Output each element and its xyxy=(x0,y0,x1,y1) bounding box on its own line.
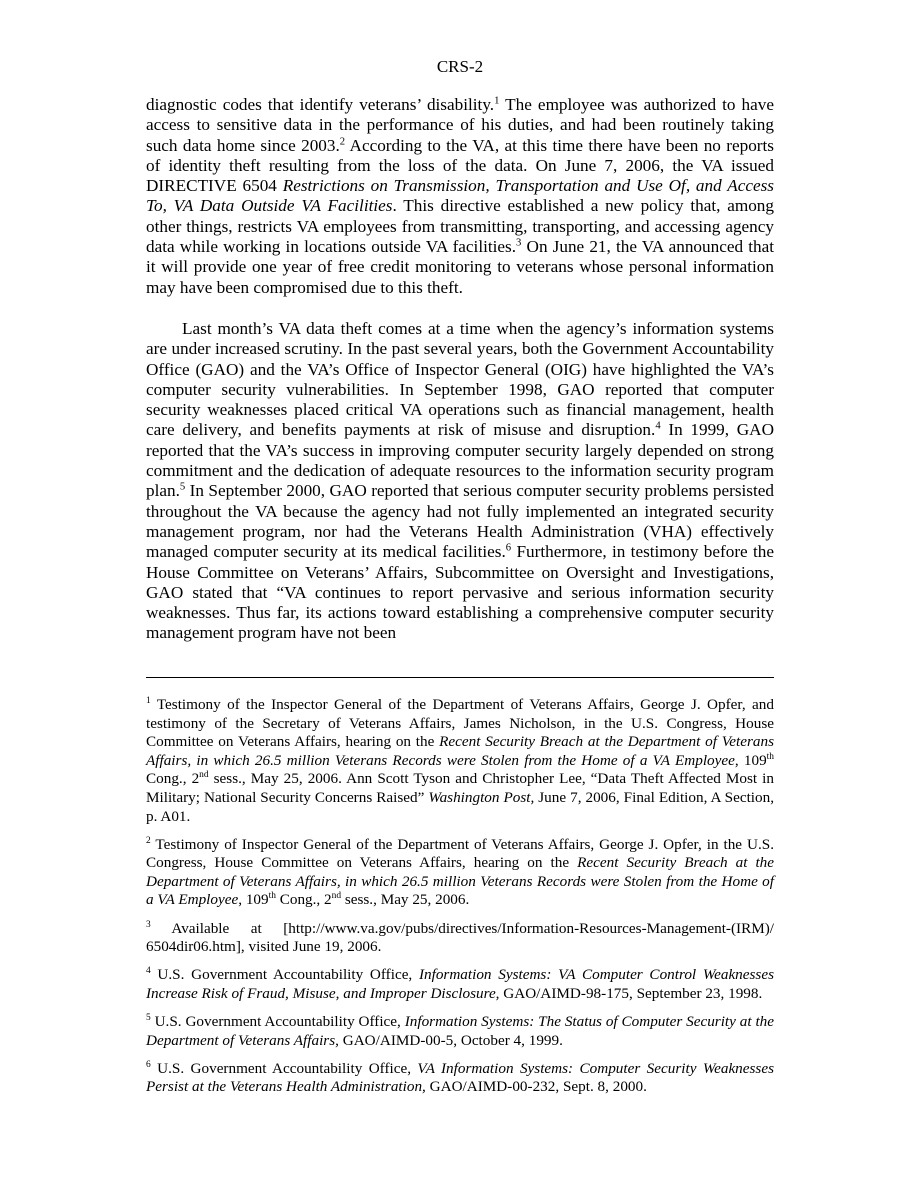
para1-text: . This directive established a new policy that, among other things, restricts VA employees from transmitting, transporting, and accessing agency data while working in locations outside VA facilities. xyxy=(146,196,774,257)
newspaper-title: Washington Post, xyxy=(428,788,535,806)
report-title: VA Information Systems: Computer Security Weaknesses Persist at the Veterans Health Administration, xyxy=(146,1059,774,1096)
footnote-text: sess., May 25, 2006. Ann Scott Tyson and Christopher Lee, “Data Theft Affected Most in Military; National Security Concerns Raised” xyxy=(146,770,774,806)
directive-title: Restrictions on Transmission, Transportation and Use Of, and Access To, VA Data Outside VA Facilities xyxy=(146,176,774,216)
footnote-text: , GAO/AIMD-00-5, October 4, 1999. xyxy=(335,1031,563,1049)
footnote-text: Testimony of the Inspector General of the Department of Veterans Affairs, George J. Opfer, and testimony of the Secretary of Veterans Affairs, James Nicholson, in the U.S. Congress, House Committee on Veterans Affairs, hearing on the xyxy=(146,696,774,751)
para2-text: Furthermore, in testimony before the House Committee on Veterans’ Affairs, Subcommittee on Oversight and Investigations, GAO stated that “VA continues to report pervasive and serious information security weaknesses. Thus far, its actions toward establishing a comprehensive computer security management program have not been xyxy=(146,542,774,643)
hearing-title: Recent Security Breach at the Department of Veterans Affairs, in which 26.5 million Veterans Records were Stolen from the Home of a VA Employee xyxy=(146,854,774,909)
para2-text: In September 2000, GAO reported that serious computer security problems persisted throughout the VA because the agency had not fully implemented an integrated security management program, nor had the Veterans Health Administration (VHA) effectively managed computer security at its medical facilities. xyxy=(146,481,774,562)
para1-text: diagnostic codes that identify veterans’ disability. xyxy=(146,95,495,114)
footnote-5 xyxy=(146,1013,774,1050)
footnote-text: Cong., 2 xyxy=(275,891,332,909)
ordinal-suffix: th xyxy=(766,751,774,762)
para1-text: On June 21, the VA announced that it will provide one year of free credit monitoring to veterans whose personal information may have been compromised due to this theft. xyxy=(146,237,774,297)
report-title: Information Systems: The Status of Computer Security at the Department of Veterans Affairs xyxy=(146,1012,774,1049)
footnote-divider xyxy=(146,677,774,678)
footnote-text: Testimony of Inspector General of the Department of Veterans Affairs, George J. Opfer, in the U.S. Congress, House Committee on Veterans Affairs, hearing on the xyxy=(146,835,774,872)
footnote-ref-1[interactable]: 1 xyxy=(494,95,500,107)
para2-text: In 1999, GAO reported that the VA’s success in improving computer security largely depended on strong commitment and the dedication of adequate resources to the information security program plan. xyxy=(146,420,774,501)
footnote-4 xyxy=(146,966,774,1003)
footnote-url-text[interactable]: Available at [http://www.va.gov/pubs/directives/Information-Resources-Management-(IRM)/ 6504dir06.htm], visited June 19, 2006. xyxy=(146,919,774,956)
footnotes-section xyxy=(146,696,774,1106)
hearing-title: Recent Security Breach at the Department of Veterans Affairs, in which 26.5 million Veterans Records were Stolen from the Home of a VA Employee xyxy=(146,733,774,769)
body-paragraph-1 xyxy=(146,95,774,298)
footnote-text: U.S. Government Accountability Office, xyxy=(150,1059,418,1077)
footnote-text: GAO/AIMD-00-232, Sept. 8, 2000. xyxy=(425,1078,647,1096)
footnote-ref-4[interactable]: 4 xyxy=(655,420,661,432)
para1-text: According to the VA, at this time there have been no reports of identity theft resulting from the loss of the data. On June 7, 2006, the VA issued DIRECTIVE 6504 xyxy=(146,135,774,196)
ordinal-suffix: nd xyxy=(199,770,209,781)
body-paragraph-2 xyxy=(146,319,774,644)
footnote-text: , 109 xyxy=(734,751,767,769)
para2-text: Last month’s VA data theft comes at a time when the agency’s information systems are under increased scrutiny. In the past several years, both the Government Accountability Office (GAO) and the VA’s Office of Inspector General (OIG) have highlighted the VA’s computer security vulnerabilities. In September 1998, GAO reported that computer security weaknesses placed critical VA operations such as financial management, health care delivery, and benefits payments at risk of misuse and disruption. xyxy=(146,319,774,440)
footnote-6 xyxy=(146,1060,774,1097)
footnote-text: U.S. Government Accountability Office, xyxy=(150,1012,405,1030)
footnote-number: 5 xyxy=(146,1012,151,1023)
para1-text: The employee was authorized to have access to sensitive data in the performance of his duties, and had been routinely taking such data home since 2003. xyxy=(146,95,775,155)
report-title: Information Systems: VA Computer Control Weaknesses Increase Risk of Fraud, Misuse, and Improper Disclosure, xyxy=(146,966,774,1002)
ordinal-suffix: nd xyxy=(331,891,342,902)
footnote-ref-5[interactable]: 5 xyxy=(179,481,186,493)
footnote-text: June 7, 2006, Final Edition, A Section, p. A01. xyxy=(146,788,775,825)
footnote-number: 4 xyxy=(146,966,151,977)
footnote-number: 3 xyxy=(146,919,151,930)
footnote-text: U.S. Government Accountability Office, xyxy=(150,966,419,984)
footnote-text: GAO/AIMD-98-175, September 23, 1998. xyxy=(499,984,763,1002)
footnote-2 xyxy=(146,836,774,910)
footnote-ref-6[interactable]: 6 xyxy=(505,542,512,554)
footnote-1 xyxy=(146,696,774,826)
footnote-number: 2 xyxy=(146,835,151,846)
footnote-number: 1 xyxy=(146,695,151,706)
ordinal-suffix: th xyxy=(268,891,276,902)
footnote-3 xyxy=(146,920,774,957)
footnote-text: , 109 xyxy=(238,891,269,909)
footnote-text: Cong., 2 xyxy=(146,770,200,788)
footnote-ref-2[interactable]: 2 xyxy=(339,135,346,147)
footnote-text: sess., May 25, 2006. xyxy=(341,891,470,909)
footnote-ref-3[interactable]: 3 xyxy=(516,237,522,249)
footnote-number: 6 xyxy=(146,1059,151,1070)
page-number-header: CRS-2 xyxy=(436,57,484,76)
